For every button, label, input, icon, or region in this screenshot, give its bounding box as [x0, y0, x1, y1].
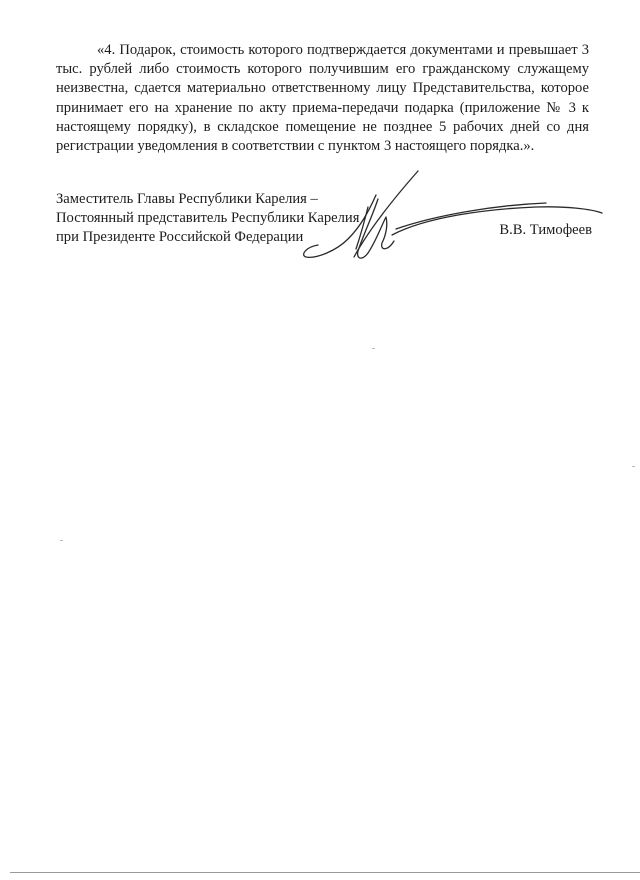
- scan-speck: [60, 540, 63, 541]
- signatory-position-line-1: Заместитель Главы Республики Карелия –: [56, 191, 318, 207]
- scan-speck: [632, 466, 635, 467]
- signatory-position-line-3: при Президенте Российской Федерации: [56, 229, 304, 245]
- signatory-name: В.В. Тимофеев: [499, 222, 592, 238]
- page-bottom-edge: [10, 872, 640, 873]
- decree-paragraph: «4. Подарок, стоимость которого подтверждается документами и превышает 3 тыс. рублей либо стоимость которого получившим его гражданскому служащему неизвестна, сдается материально ответственному лицу Представительства, которое принимает его на хранение по акту приема-передачи подарка (приложение № 3 к настоящему порядку), в складское помещение не позднее 5 рабочих дней со дня регистрации уведомления в соответствии с пунктом 3 настоящего порядка.».: [56, 42, 589, 155]
- handwritten-signature: [296, 165, 606, 275]
- signatory-position-line-2: Постоянный представитель Республики Карелия: [56, 210, 360, 226]
- scan-speck: [372, 348, 375, 349]
